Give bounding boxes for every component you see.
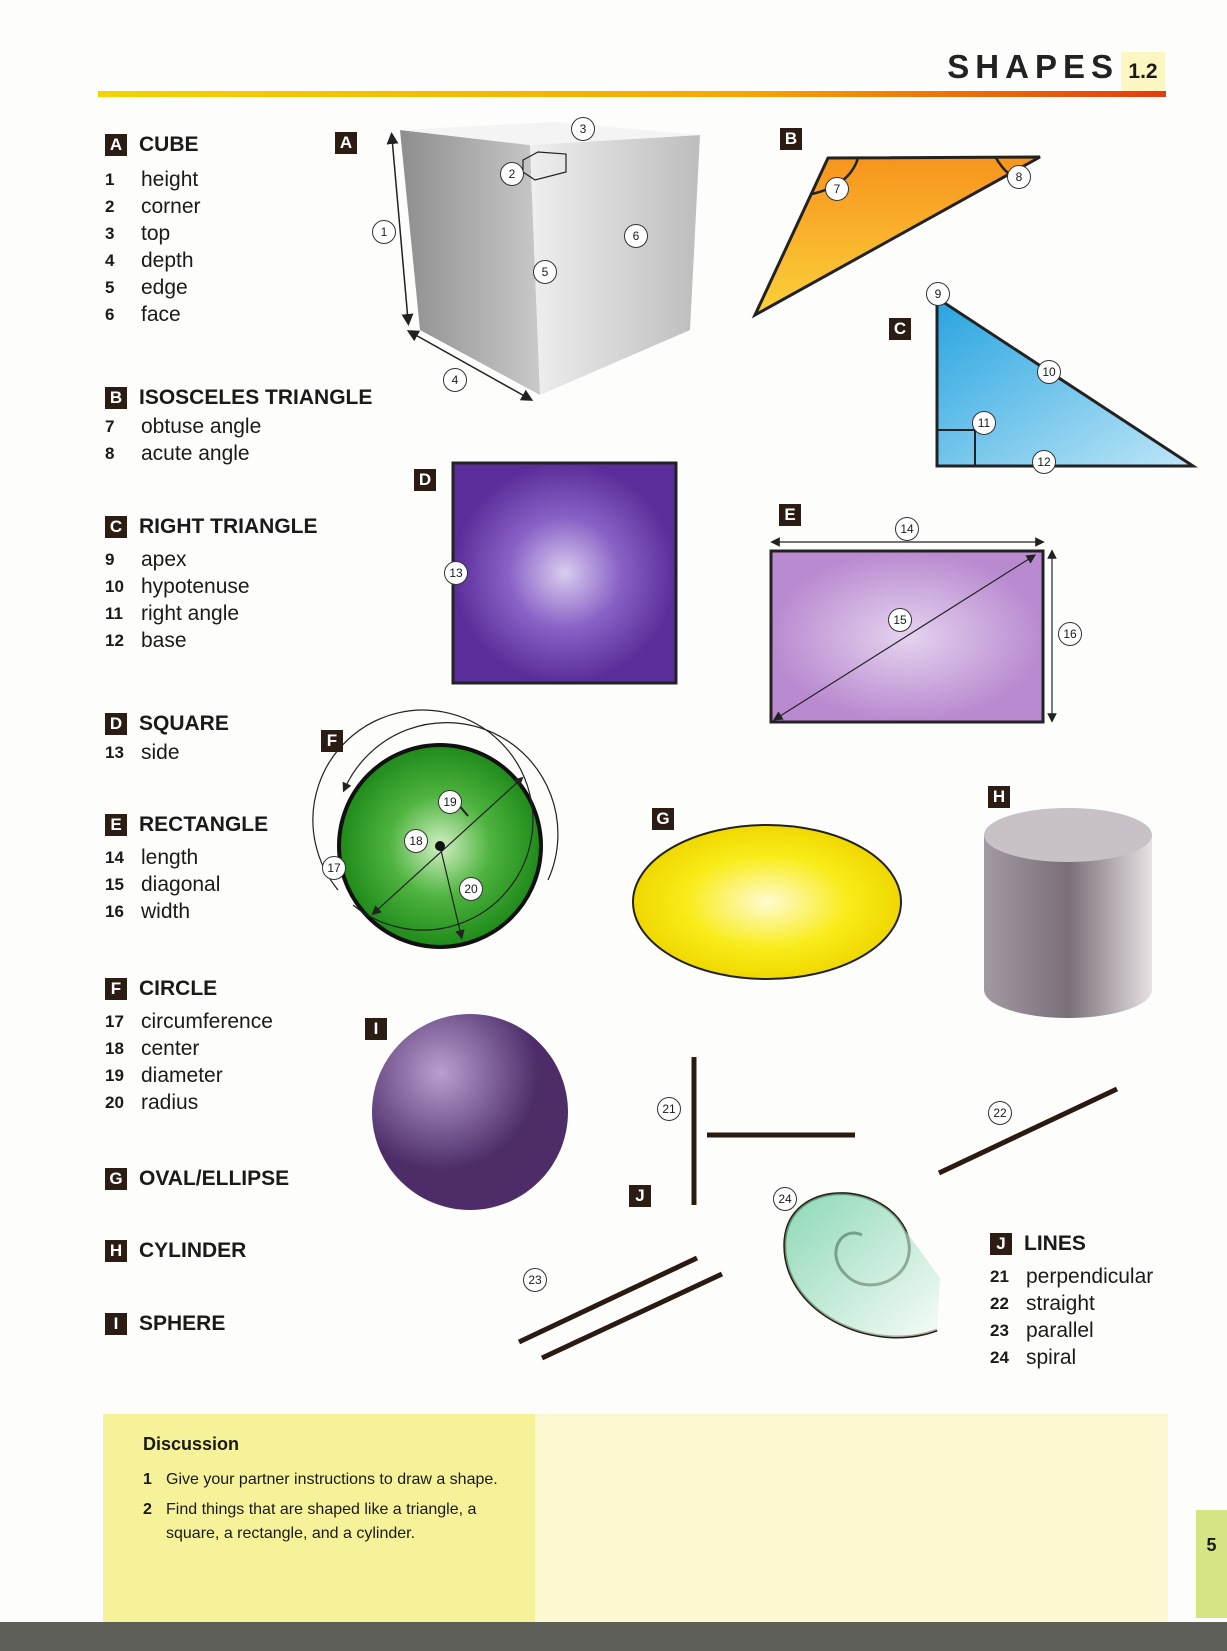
square	[453, 463, 676, 683]
callout: 13	[444, 561, 468, 585]
section-letter: J	[990, 1233, 1012, 1255]
section-title: SPHERE	[139, 1312, 226, 1335]
item-number: 4	[105, 251, 115, 270]
item-number: 13	[105, 743, 124, 762]
item-number: 1	[105, 170, 115, 189]
callout: 16	[1058, 622, 1082, 646]
callout: 15	[888, 608, 912, 632]
item-label: perpendicular	[1026, 1265, 1154, 1288]
item-label: edge	[141, 276, 188, 299]
section-title: LINES	[1024, 1232, 1086, 1255]
callout: 8	[1007, 165, 1031, 189]
callout: 18	[404, 829, 428, 853]
figure-badge-h: H	[988, 786, 1010, 808]
item-label: corner	[141, 195, 201, 218]
callout: 3	[571, 117, 595, 141]
item-label: base	[141, 629, 187, 652]
figure-badge-i: I	[365, 1018, 387, 1040]
section-title: RECTANGLE	[139, 813, 269, 836]
cylinder-body	[984, 835, 1152, 1018]
item-number: 1	[143, 1471, 152, 1488]
callout: 6	[624, 224, 648, 248]
callout: 23	[523, 1268, 547, 1292]
item-number: 9	[105, 550, 115, 569]
section-title: CIRCLE	[139, 977, 218, 1000]
item-label: apex	[141, 548, 187, 571]
item-label: depth	[141, 249, 194, 272]
item-number: 16	[105, 902, 124, 921]
item-label: side	[141, 741, 180, 764]
item-number: 11	[105, 604, 123, 623]
item-label: spiral	[1026, 1346, 1077, 1369]
section-title: CYLINDER	[139, 1239, 247, 1262]
discussion-box	[103, 1414, 535, 1622]
footer-bar	[0, 1622, 1227, 1651]
section-letter: I	[105, 1313, 127, 1335]
callout: 17	[322, 856, 346, 880]
section-letter: A	[105, 134, 127, 156]
item-number: 23	[990, 1321, 1009, 1340]
item-label: top	[141, 222, 171, 245]
isosceles-triangle	[755, 157, 1040, 315]
section-letter: H	[105, 1240, 127, 1262]
item-number: 2	[105, 197, 115, 216]
figure-badge-c: C	[889, 318, 911, 340]
section-title: ISOSCELES TRIANGLE	[139, 386, 373, 409]
figure-badge-f: F	[321, 730, 343, 752]
callout: 2	[500, 162, 524, 186]
section-letter: G	[105, 1168, 127, 1190]
callout: 11	[972, 411, 996, 435]
item-label: obtuse angle	[141, 415, 262, 438]
item-number: 24	[990, 1348, 1009, 1367]
callout: 7	[825, 177, 849, 201]
item-number: 17	[105, 1012, 124, 1031]
sphere	[372, 1014, 568, 1210]
section-letter: B	[105, 387, 127, 409]
callout: 4	[443, 368, 467, 392]
item-number: 2	[143, 1501, 152, 1518]
section-letter: D	[105, 713, 127, 735]
item-number: 3	[105, 224, 115, 243]
section-letter: E	[105, 814, 127, 836]
item-label: straight	[1026, 1292, 1095, 1315]
unit-number: 1.2	[1121, 52, 1165, 92]
section-title: OVAL/ELLIPSE	[139, 1167, 290, 1190]
item-number: 15	[105, 875, 124, 894]
item-label: height	[141, 168, 199, 191]
callout: 1	[372, 220, 396, 244]
item-number: 18	[105, 1039, 124, 1058]
item-number: 19	[105, 1066, 124, 1085]
section-letter: F	[105, 978, 127, 1000]
cube-right-face	[530, 135, 700, 395]
item-label: acute angle	[141, 442, 250, 465]
item-number: 20	[105, 1093, 124, 1112]
item-label: face	[141, 303, 181, 326]
item-number: 22	[990, 1294, 1009, 1313]
page-number: 5	[1196, 1510, 1227, 1618]
callout: 21	[657, 1097, 681, 1121]
item-number: 8	[105, 444, 115, 463]
item-number: 6	[105, 305, 115, 324]
ellipse	[633, 825, 901, 979]
callout: 5	[533, 260, 557, 284]
figure-badge-d: D	[414, 469, 436, 491]
discussion-item	[143, 1468, 498, 1492]
item-label: length	[141, 846, 199, 869]
discussion-title: Discussion	[143, 1434, 240, 1454]
callout: 14	[895, 517, 919, 541]
callout: 22	[988, 1101, 1012, 1125]
item-number: 21	[990, 1267, 1009, 1286]
item-label: parallel	[1026, 1319, 1094, 1342]
page-title: SHAPES	[947, 48, 1119, 85]
callout: 19	[438, 790, 462, 814]
section-title: CUBE	[139, 133, 199, 156]
callout: 24	[773, 1187, 797, 1211]
item-text: Give your partner instructions to draw a shape.	[166, 1471, 498, 1488]
item-text: Find things that are shaped like a triangle, a	[166, 1501, 477, 1518]
section-letter: C	[105, 516, 127, 538]
item-label: radius	[141, 1091, 199, 1114]
item-label: width	[141, 900, 191, 923]
item-label: right angle	[141, 602, 240, 625]
straight-line	[939, 1089, 1117, 1173]
item-text: square, a rectangle, and a cylinder.	[166, 1525, 416, 1542]
item-label: diagonal	[141, 873, 221, 896]
item-number: 10	[105, 577, 124, 596]
cylinder-top	[984, 808, 1152, 862]
discussion-background	[535, 1414, 1168, 1622]
callout: 20	[459, 877, 483, 901]
item-label: hypotenuse	[141, 575, 250, 598]
figure-badge-j: J	[629, 1185, 651, 1207]
item-number: 12	[105, 631, 124, 650]
figure-badge-b: B	[780, 128, 802, 150]
figure-badge-e: E	[779, 504, 801, 526]
callout: 12	[1032, 450, 1056, 474]
discussion-item	[143, 1498, 476, 1546]
item-number: 7	[105, 417, 115, 436]
callout: 10	[1037, 360, 1061, 384]
item-number: 14	[105, 848, 124, 867]
item-number: 5	[105, 278, 115, 297]
item-label: diameter	[141, 1064, 223, 1087]
section-title: SQUARE	[139, 712, 229, 735]
figure-badge-a: A	[335, 132, 357, 154]
figure-badge-g: G	[652, 808, 674, 830]
section-title: RIGHT TRIANGLE	[139, 515, 318, 538]
item-label: center	[141, 1037, 200, 1060]
callout: 9	[926, 282, 950, 306]
item-label: circumference	[141, 1010, 273, 1033]
